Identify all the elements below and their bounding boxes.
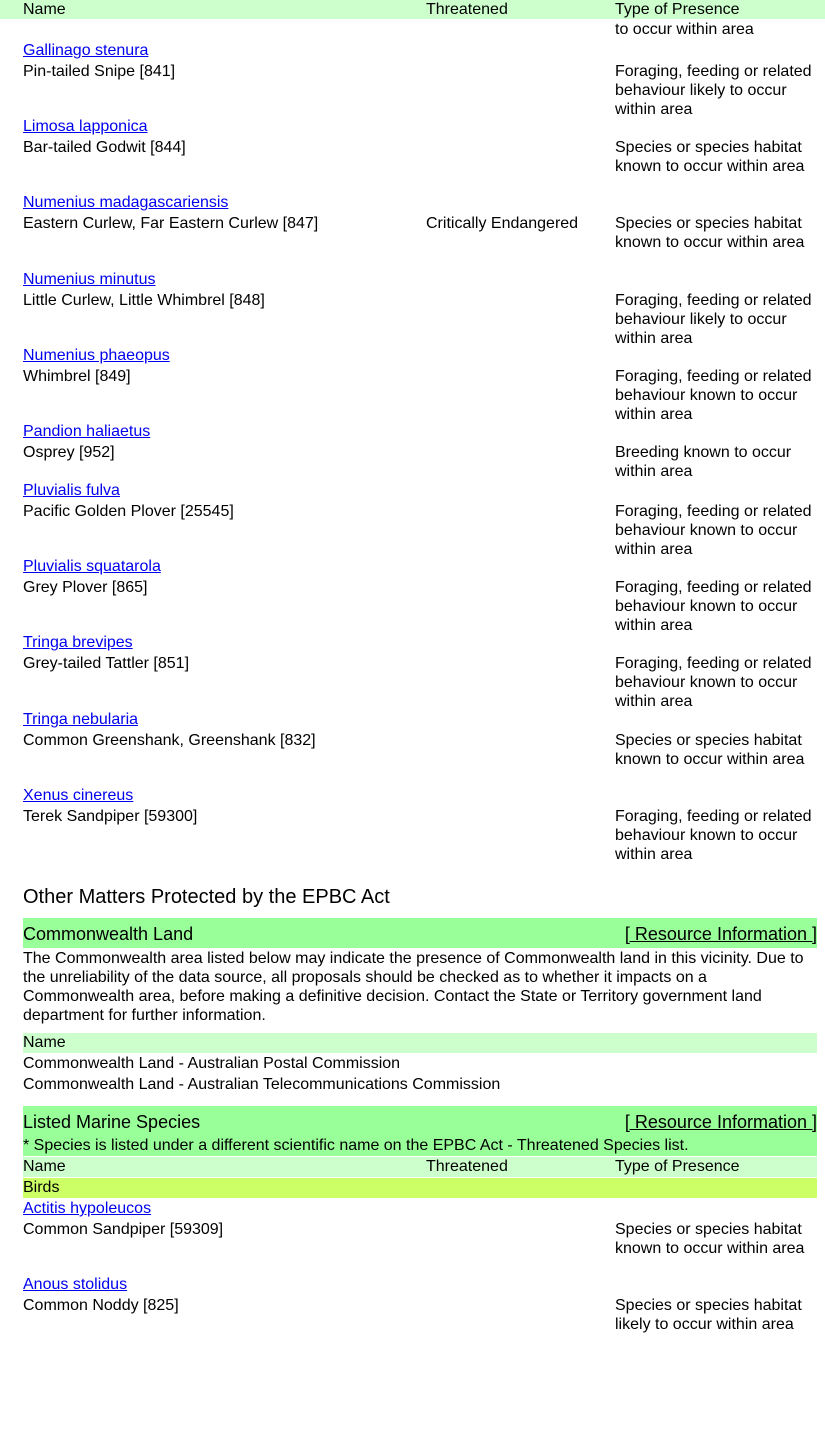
species-presence-type: Species or species habitat known to occur within area bbox=[615, 1221, 805, 1257]
species-presence-type: Foraging, feeding or related behaviour known to occur within area bbox=[615, 808, 812, 863]
column-header-type: Type of Presence bbox=[615, 1, 740, 18]
commonwealth-land-header bbox=[23, 918, 817, 948]
species-scientific-name-link[interactable]: Tringa nebularia bbox=[23, 711, 139, 728]
species-presence-type: Species or species habitat known to occur within area bbox=[615, 139, 805, 175]
species-common-name: Osprey [952] bbox=[23, 444, 115, 461]
species-presence-type: Foraging, feeding or related behaviour known to occur within area bbox=[615, 368, 812, 423]
continued-type-text: to occur within area bbox=[615, 21, 754, 38]
species-presence-type: Species or species habitat known to occur within area bbox=[615, 732, 805, 768]
species-presence-type: Foraging, feeding or related behaviour known to occur within area bbox=[615, 655, 812, 710]
column-header-type: Type of Presence bbox=[615, 1158, 740, 1175]
species-presence-type: Foraging, feeding or related behaviour known to occur within area bbox=[615, 579, 812, 634]
marine-species-title: Listed Marine Species bbox=[23, 1112, 201, 1132]
species-presence-type: Species or species habitat likely to occur within area bbox=[615, 1297, 802, 1333]
marine-note: * Species is listed under a different scientific name on the EPBC Act - Threatened Species list. bbox=[23, 1137, 689, 1154]
species-presence-type: Breeding known to occur within area bbox=[615, 444, 792, 480]
commonwealth-name-label: Name bbox=[23, 1034, 66, 1051]
species-common-name: Pin-tailed Snipe [841] bbox=[23, 63, 176, 80]
species-common-name: Common Noddy [825] bbox=[23, 1297, 179, 1314]
species-common-name: Little Curlew, Little Whimbrel [848] bbox=[23, 292, 265, 309]
species-scientific-name-link[interactable]: Pluvialis squatarola bbox=[23, 558, 161, 575]
commonwealth-description: The Commonwealth area listed below may indicate the presence of Commonwealth land in this vicinity. Due to the unreliability of the data source, all proposals should be checked as to whether it impacts on a Commonwealth area, before making a definitive decision. Contact the State or Territory government land department for further information. bbox=[23, 950, 804, 1024]
species-scientific-name-link[interactable]: Numenius minutus bbox=[23, 271, 156, 288]
species-scientific-name-link[interactable]: Numenius madagascariensis bbox=[23, 194, 229, 211]
species-scientific-name-link[interactable]: Anous stolidus bbox=[23, 1276, 128, 1293]
commonwealth-land-title: Commonwealth Land bbox=[23, 924, 194, 944]
species-common-name: Eastern Curlew, Far Eastern Curlew [847] bbox=[23, 215, 319, 232]
species-table-header bbox=[0, 0, 825, 19]
species-scientific-name-link[interactable]: Tringa brevipes bbox=[23, 634, 133, 651]
group-bar-birds bbox=[23, 1178, 817, 1198]
species-scientific-name-link[interactable]: Limosa lapponica bbox=[23, 118, 148, 135]
species-common-name: Pacific Golden Plover [25545] bbox=[23, 503, 234, 520]
species-scientific-name-link[interactable]: Pandion haliaetus bbox=[23, 423, 151, 440]
species-common-name: Common Sandpiper [59309] bbox=[23, 1221, 224, 1238]
section-title-other-matters: Other Matters Protected by the EPBC Act bbox=[23, 886, 390, 908]
column-header-name: Name bbox=[23, 1, 66, 18]
marine-table-header bbox=[23, 1157, 817, 1177]
species-common-name: Whimbrel [849] bbox=[23, 368, 131, 385]
species-threatened-status: Critically Endangered bbox=[426, 215, 579, 232]
species-presence-type: Species or species habitat known to occur within area bbox=[615, 215, 805, 251]
marine-species-header bbox=[23, 1106, 817, 1156]
species-presence-type: Foraging, feeding or related behaviour likely to occur within area bbox=[615, 63, 812, 118]
species-common-name: Grey-tailed Tattler [851] bbox=[23, 655, 190, 672]
species-scientific-name-link[interactable]: Xenus cinereus bbox=[23, 787, 134, 804]
species-presence-type: Foraging, feeding or related behaviour known to occur within area bbox=[615, 503, 812, 558]
species-common-name: Terek Sandpiper [59300] bbox=[23, 808, 198, 825]
column-header-threatened: Threatened bbox=[426, 1158, 508, 1175]
marine-resource-link[interactable]: [ Resource Information ] bbox=[624, 1112, 817, 1132]
group-label: Birds bbox=[23, 1179, 60, 1196]
species-common-name: Grey Plover [865] bbox=[23, 579, 148, 596]
species-scientific-name-link[interactable]: Actitis hypoleucos bbox=[23, 1200, 152, 1217]
species-common-name: Common Greenshank, Greenshank [832] bbox=[23, 732, 316, 749]
species-scientific-name-link[interactable]: Gallinago stenura bbox=[23, 42, 149, 59]
commonwealth-name-header bbox=[23, 1033, 817, 1053]
species-scientific-name-link[interactable]: Pluvialis fulva bbox=[23, 482, 120, 499]
commonwealth-item: Commonwealth Land - Australian Postal Commission bbox=[23, 1055, 401, 1072]
species-common-name: Bar-tailed Godwit [844] bbox=[23, 139, 186, 156]
column-header-threatened: Threatened bbox=[426, 1, 508, 18]
species-presence-type: Foraging, feeding or related behaviour likely to occur within area bbox=[615, 292, 812, 347]
species-scientific-name-link[interactable]: Numenius phaeopus bbox=[23, 347, 170, 364]
commonwealth-item: Commonwealth Land - Australian Telecommunications Commission bbox=[23, 1076, 501, 1093]
commonwealth-resource-link[interactable]: [ Resource Information ] bbox=[624, 924, 817, 944]
column-header-name: Name bbox=[23, 1158, 66, 1175]
